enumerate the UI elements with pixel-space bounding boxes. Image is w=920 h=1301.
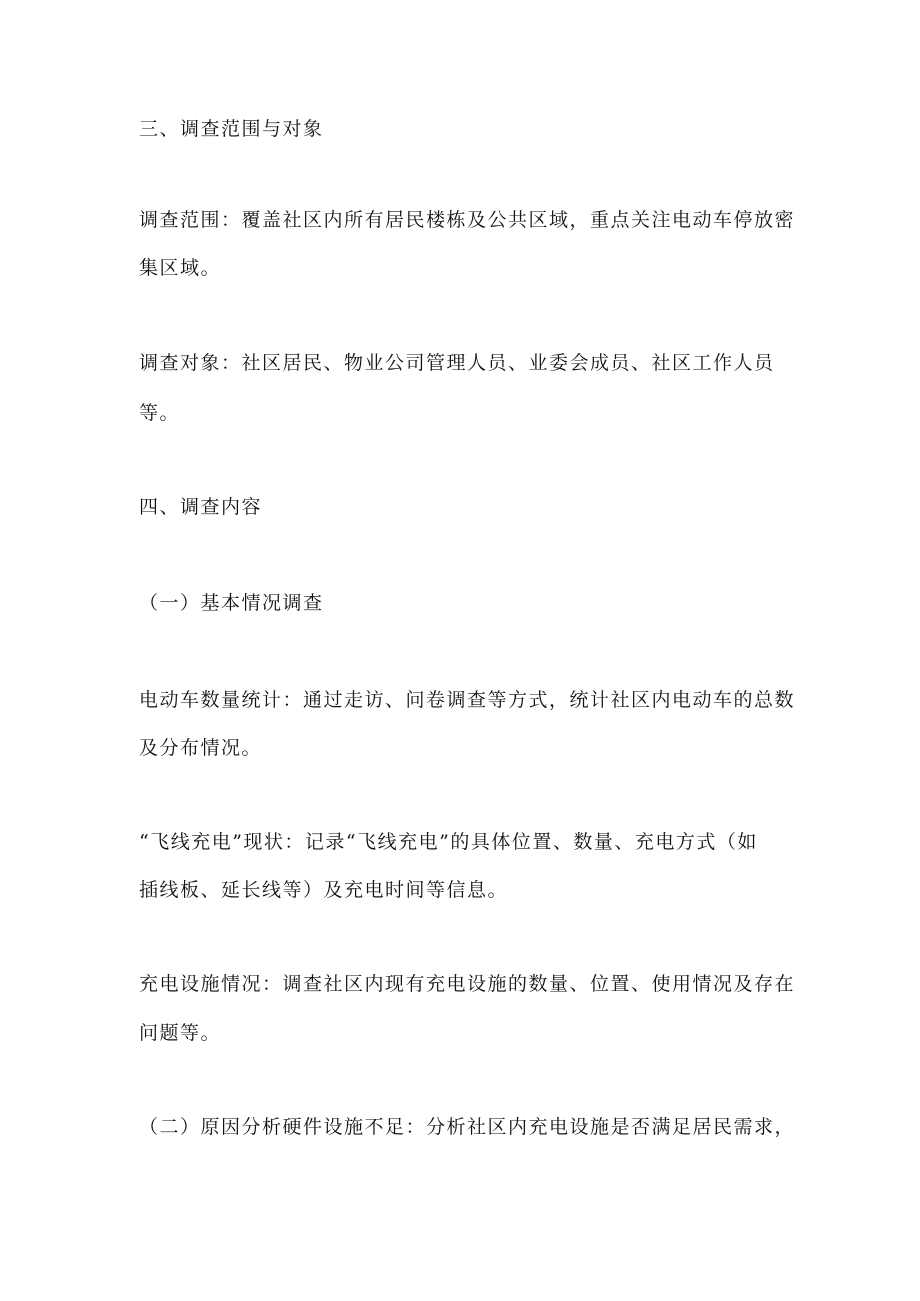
paragraph-flying-line-2: 插线板、延长线等）及充电时间等信息。 (139, 879, 509, 901)
paragraph-count-line-1: 电动车数量统计：通过走访、问卷调查等方式，统计社区内电动车的总数 (139, 689, 796, 711)
paragraph-facility-line-2: 问题等。 (139, 1022, 222, 1044)
paragraph-objects-line-1: 调查对象：社区居民、物业公司管理人员、业委会成员、社区工作人员 (139, 352, 775, 374)
section-heading-content: 四、调查内容 (139, 496, 263, 518)
section-heading-scope: 三、调查范围与对象 (139, 118, 324, 140)
paragraph-objects-line-2: 等。 (139, 402, 181, 424)
paragraph-flying-line-1: “飞线充电”现状：记录“飞线充电”的具体位置、数量、充电方式（如 (139, 831, 758, 853)
paragraph-facility-line-1: 充电设施情况：调查社区内现有充电设施的数量、位置、使用情况及存在 (139, 973, 796, 995)
subsection-heading-basic: （一）基本情况调查 (139, 592, 324, 614)
paragraph-count-line-2: 及分布情况。 (139, 737, 263, 759)
subsection-heading-cause: （二）原因分析硬件设施不足：分析社区内充电设施是否满足居民需求， (139, 1116, 796, 1138)
paragraph-scope-line-2: 集区域。 (139, 257, 222, 279)
paragraph-scope-line-1: 调查范围：覆盖社区内所有居民楼栋及公共区域，重点关注电动车停放密 (139, 209, 796, 231)
